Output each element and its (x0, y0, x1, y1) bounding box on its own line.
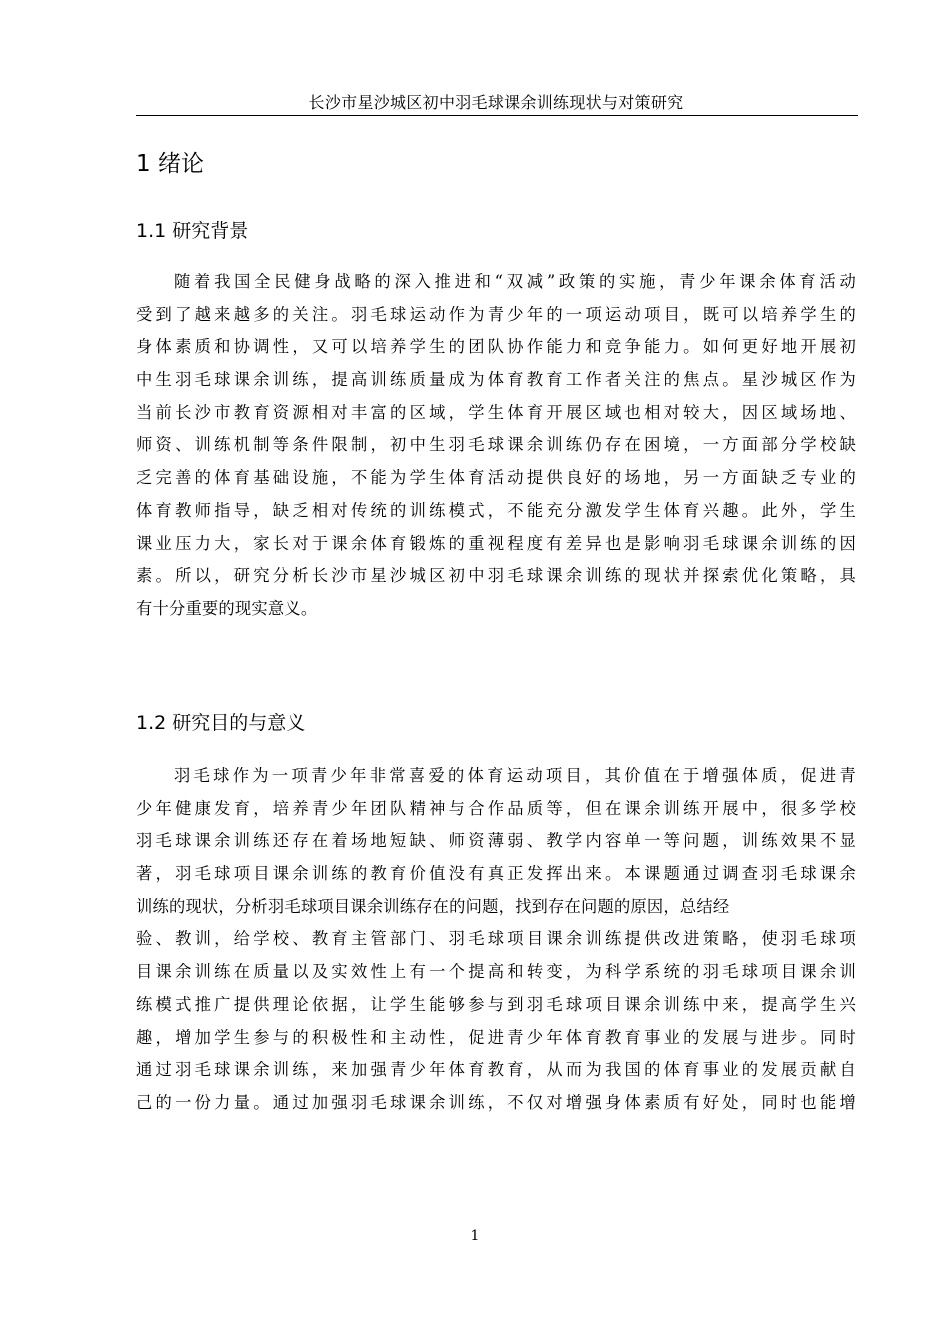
section-1-1-paragraph (136, 266, 856, 626)
chapter-heading: 1 绪论 (136, 151, 204, 177)
paragraph-line: 验、教训，给学校、教育主管部门、羽毛球项目课余训练提供改进策略，使羽毛球项 (136, 929, 856, 949)
paragraph-line: 己的一份力量。通过加强羽毛球课余训练，不仅对增强身体素质有好处，同时也能增 (136, 1092, 856, 1112)
section-heading-1-2: 1.2 研究目的与意义 (136, 712, 306, 734)
paragraph-line: 素。所以，研究分析长沙市星沙城区初中羽毛球课余训练的现状并探索优化策略，具 (136, 566, 856, 586)
section-1-2-paragraph (136, 760, 856, 1120)
paragraph-line: 体育教师指导，缺乏相对传统的训练模式，不能充分激发学生体育兴趣。此外，学生 (136, 500, 856, 520)
paragraph-line: 训练的现状，分析羽毛球项目课余训练存在的问题，找到存在问题的原因，总结经 (136, 896, 730, 916)
section-heading-1-1: 1.1 研究背景 (136, 220, 249, 242)
paragraph-line: 羽毛球课余训练还存在着场地短缺、师资薄弱、教学内容单一等问题，训练效果不显 (136, 831, 856, 851)
paragraph-line: 课业压力大，家长对于课余体育锻炼的重视程度有差异也是影响羽毛球课余训练的因 (136, 533, 856, 553)
paragraph-line: 当前长沙市教育资源相对丰富的区域，学生体育开展区域也相对较大，因区域场地、 (136, 402, 856, 422)
paragraph-line: 身体素质和协调性，又可以培养学生的团队协作能力和竞争能力。如何更好地开展初 (136, 337, 856, 357)
running-header-title: 长沙市星沙城区初中羽毛球课余训练现状与对策研究 (308, 93, 684, 112)
page-number: 1 (470, 1228, 480, 1244)
paragraph-line: 羽毛球作为一项青少年非常喜爱的体育运动项目，其价值在于增强体质，促进青 (174, 766, 856, 785)
paragraph-line: 师资、训练机制等条件限制，初中生羽毛球课余训练仍存在困境，一方面部分学校缺 (136, 435, 856, 455)
header-divider (136, 115, 858, 116)
paragraph-line: 中生羽毛球课余训练，提高训练质量成为体育教育工作者关注的焦点。星沙城区作为 (136, 370, 856, 390)
paragraph-line: 随着我国全民健身战略的深入推进和“双减”政策的实施，青少年课余体育活动 (174, 272, 856, 291)
paragraph-line: 受到了越来越多的关注。羽毛球运动作为青少年的一项运动项目，既可以培养学生的 (136, 304, 856, 324)
paragraph-line: 乏完善的体育基础设施，不能为学生体育活动提供良好的场地，另一方面缺乏专业的 (136, 468, 856, 488)
paragraph-line: 著，羽毛球项目课余训练的教育价值没有真正发挥出来。本课题通过调查羽毛球课余 (136, 864, 856, 884)
paragraph-line: 通过羽毛球课余训练，来加强青少年体育教育，从而为我国的体育事业的发展贡献自 (136, 1060, 856, 1080)
paragraph-line: 少年健康发育，培养青少年团队精神与合作品质等，但在课余训练开展中，很多学校 (136, 798, 856, 818)
paragraph-line: 趣，增加学生参与的积极性和主动性，促进青少年体育教育事业的发展与进步。同时 (136, 1027, 856, 1047)
paragraph-line: 目课余训练在质量以及实效性上有一个提高和转变，为科学系统的羽毛球项目课余训 (136, 962, 856, 982)
paragraph-line: 练模式推广提供理论依据，让学生能够参与到羽毛球项目课余训练中来，提高学生兴 (136, 994, 856, 1014)
paragraph-line: 有十分重要的现实意义。 (136, 598, 318, 618)
